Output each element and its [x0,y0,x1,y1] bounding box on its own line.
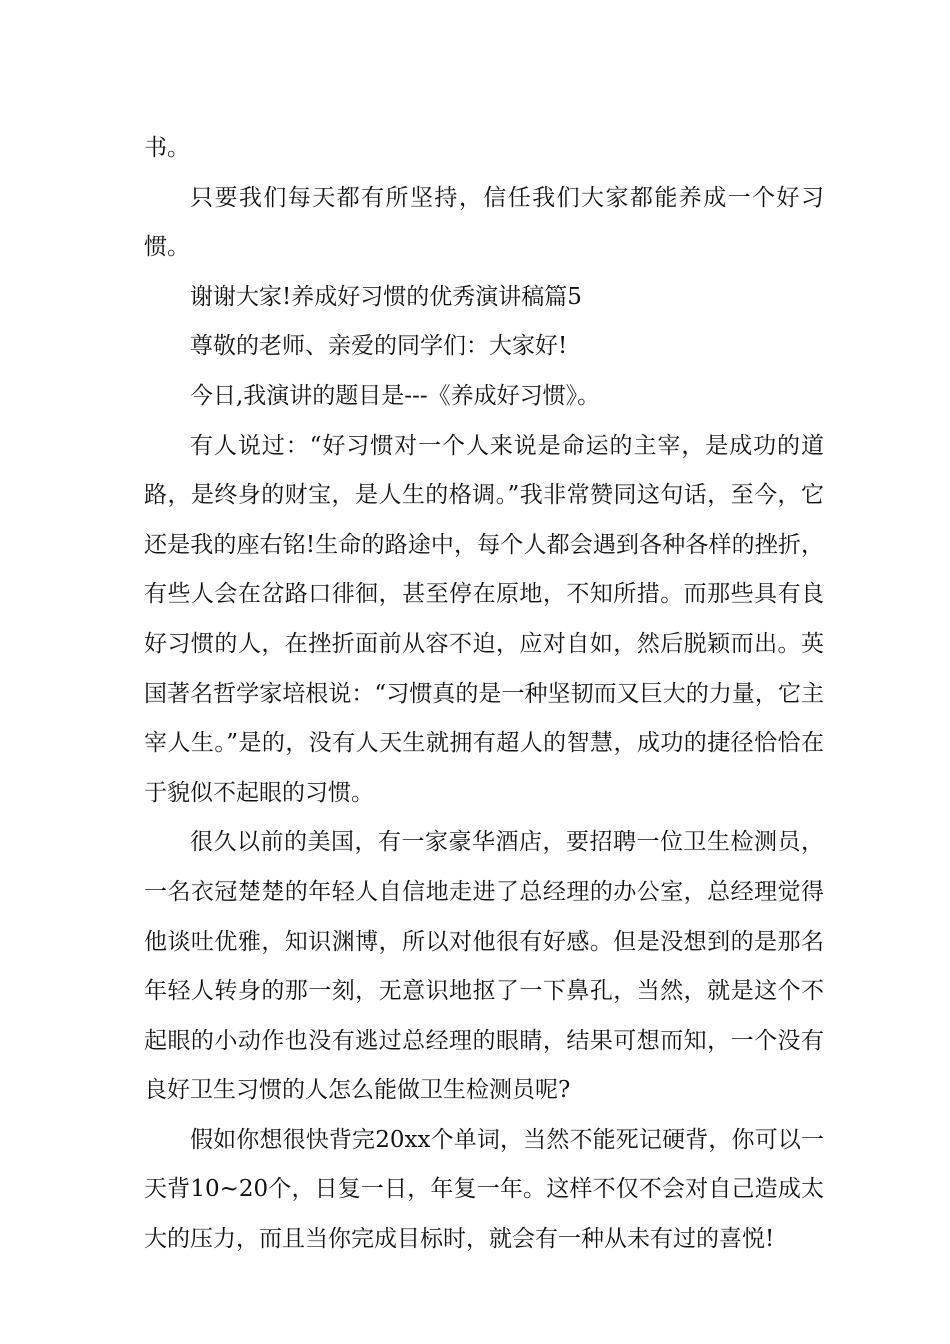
paragraph-topic: 今日,我演讲的题目是---《养成好习惯》。 [190,382,601,409]
paragraph-speech-title: 谢谢大家!养成好习惯的优秀演讲稿篇5 [190,283,582,310]
paragraph-quote: 有人说过：“好习惯对一个人来说是命运的主宰，是成功的道路，是终身的财宝，是人生的格调。”我非常赞同这句话，至今，它还是我的座右铭!生命的路途中，每个人都会遇到各种各样的挫折，有些人会在岔路口徘徊，甚至停在原地，不知所措。而那些具有良好习惯的人，在挫折面前从容不迫，应对自如，然后脱颖而出。英国著名哲学家培根说：“习惯真的是一种坚韧而又巨大的力量，它主宰人生。”是的，没有人天生就拥有超人的智慧，成功的捷径恰恰在于貌似不起眼的习惯。 [144,432,824,806]
paragraph-continuation: 书。 [144,135,190,161]
paragraph-persistence: 只要我们每天都有所坚持，信任我们大家都能养成一个好习惯。 [144,184,824,261]
paragraph-hotel-story: 很久以前的美国，有一家豪华酒店，要招聘一位卫生检测员，一名衣冠楚楚的年轻人自信地走进了总经理的办公室，总经理觉得他谈吐优雅，知识渊博，所以对他很有好感。但是没想到的是那名年轻人转身的那一刻，无意识地抠了一下鼻孔，当然，就是这个不起眼的小动作也没有逃过总经理的眼睛，结果可想而知，一个没有良好卫生习惯的人怎么能做卫生检测员呢? [144,829,824,1104]
paragraph-greeting: 尊敬的老师、亲爱的同学们：大家好! [190,333,568,360]
paragraph-vocabulary: 假如你想很快背完20xx个单词，当然不能死记硬背，你可以一天背10~20个，日复一日，年复一年。这样不仅不会对自己造成太大的压力，而且当你完成目标时，就会有一种从未有过的喜悦! [144,1126,824,1253]
document-body [144,124,824,1265]
